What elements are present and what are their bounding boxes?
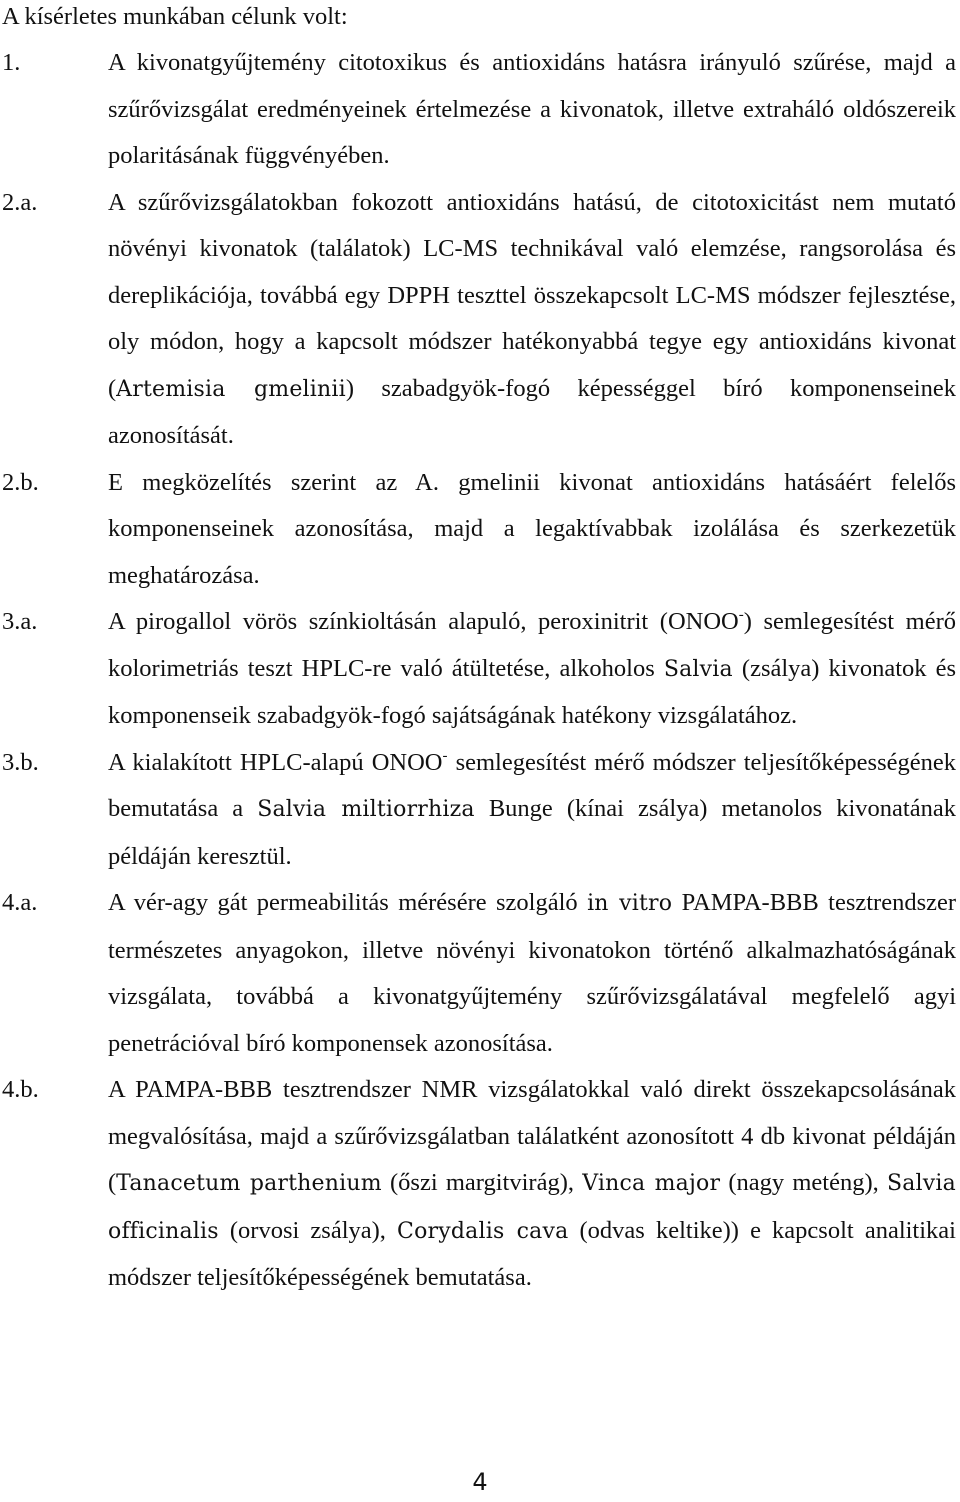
text-run: (őszi margitvirág),: [381, 1169, 583, 1196]
text-run: (orvosi zsálya),: [218, 1216, 398, 1244]
species-name: Salvia miltiorrhiza: [257, 797, 475, 822]
objective-item-3b: [0, 740, 960, 881]
objective-text: [108, 880, 956, 1067]
text-run: A kivonatgyűjtemény citotoxikus és antioxidáns hatásra irányuló szűrése, majd a szűrővizsgálat eredményeinek értelmezése a kivonatok, illetve extraháló oldószereik polaritásának függvényében.: [108, 49, 956, 169]
objective-number: 3.b.: [2, 748, 39, 776]
objective-item-1: [0, 40, 960, 180]
objective-number: 3.a.: [2, 608, 38, 635]
text-run: A vér-agy gát permeabilitás mérésére szolgáló: [108, 889, 588, 916]
objective-item-4b: [0, 1067, 960, 1302]
objective-number: 2.a.: [2, 188, 38, 216]
text-run: semlegesítést mérő módszer teljesítőképességének bemutatása a: [108, 748, 956, 822]
objective-number: 2.b.: [2, 468, 39, 496]
text-run: E megközelítés szerint az A. gmelinii kivonat antioxidáns hatásáért felelős komponenseinek azonosítása, majd a legaktívabbak izolálása és szerkezetük meghatározása.: [108, 468, 956, 589]
objective-number: 1.: [2, 49, 21, 76]
species-name: Corydalis cava: [397, 1218, 569, 1244]
species-name: Artemisia gmelinii: [116, 376, 346, 402]
objective-text: [108, 40, 956, 180]
objective-number: 4.b.: [2, 1076, 39, 1103]
superscript-minus: -: [738, 607, 744, 623]
intro-heading: A kísérletes munkában célunk volt:: [2, 3, 348, 30]
superscript-minus: -: [442, 747, 448, 764]
objective-item-2a: [0, 180, 960, 460]
objective-item-3a: [0, 599, 960, 740]
text-run: ) szabadgyök-fogó képességgel bíró komponenseinek azonosítását.: [108, 374, 956, 449]
objective-item-4a: [0, 880, 960, 1067]
text-run: (odvas keltike)) e kapcsolt analitikai módszer teljesítőképességének bemutatása.: [108, 1216, 956, 1291]
objective-number: 4.a.: [2, 889, 38, 916]
page-number: 4: [472, 1468, 488, 1496]
text-run: A pirogallol vörös színkioltásán alapuló, peroxinitrit (ONOO: [108, 608, 739, 635]
species-name: Salvia: [663, 656, 733, 682]
objective-text: [108, 180, 956, 460]
species-name: Tanacetum parthenium: [116, 1171, 382, 1196]
latin-term: in vitro: [587, 891, 673, 916]
text-run: ) semlegesítést mérő kolorimetriás teszt HPLC-re való átültetése, alkoholos: [108, 608, 956, 682]
objective-text: [108, 740, 956, 881]
objective-text: [108, 460, 956, 600]
objective-item-2b: [0, 460, 960, 600]
species-name: Salvia officinalis: [108, 1171, 956, 1244]
objective-text: [108, 1067, 956, 1302]
text-run: (zsálya) kivonatok és komponenseik szabadgyök-fogó sajátságának hatékony vizsgálatához.: [108, 654, 956, 729]
species-name: Vinca major: [582, 1171, 721, 1196]
text-run: A szűrővizsgálatokban fokozott antioxidáns hatású, de citotoxicitást nem mutató növényi kivonatok (találatok) LC-MS technikával való elemzése, rangsorolása és dereplikációja, továbbá egy DPPH teszttel összekapcsolt LC-MS módszer fejlesztése, oly módon, hogy a kapcsolt módszer hatékonyabbá tegye egy antioxidáns kivonat (: [108, 188, 956, 402]
objectives-list: [0, 40, 960, 1302]
text-run: A PAMPA-BBB tesztrendszer NMR vizsgálatokkal való direkt összekapcsolásának megvalósítása, majd a szűrővizsgálatban találatként azonosított 4 db kivonat példáján (: [108, 1076, 956, 1196]
objective-text: [108, 599, 956, 740]
text-run: (nagy meténg),: [720, 1169, 887, 1196]
text-run: A kialakított HPLC-alapú ONOO: [108, 748, 443, 776]
text-run: Bunge (kínai zsálya) metanolos kivonatának példáján keresztül.: [108, 795, 956, 870]
text-run: PAMPA-BBB tesztrendszer természetes anyagokon, illetve növényi kivonatokon történő alkalmazhatóságának vizsgálata, továbbá a kivonatgyűjtemény szűrővizsgálatával megfelelő agyi penetrációval bíró komponensek azonosítása.: [108, 889, 957, 1057]
